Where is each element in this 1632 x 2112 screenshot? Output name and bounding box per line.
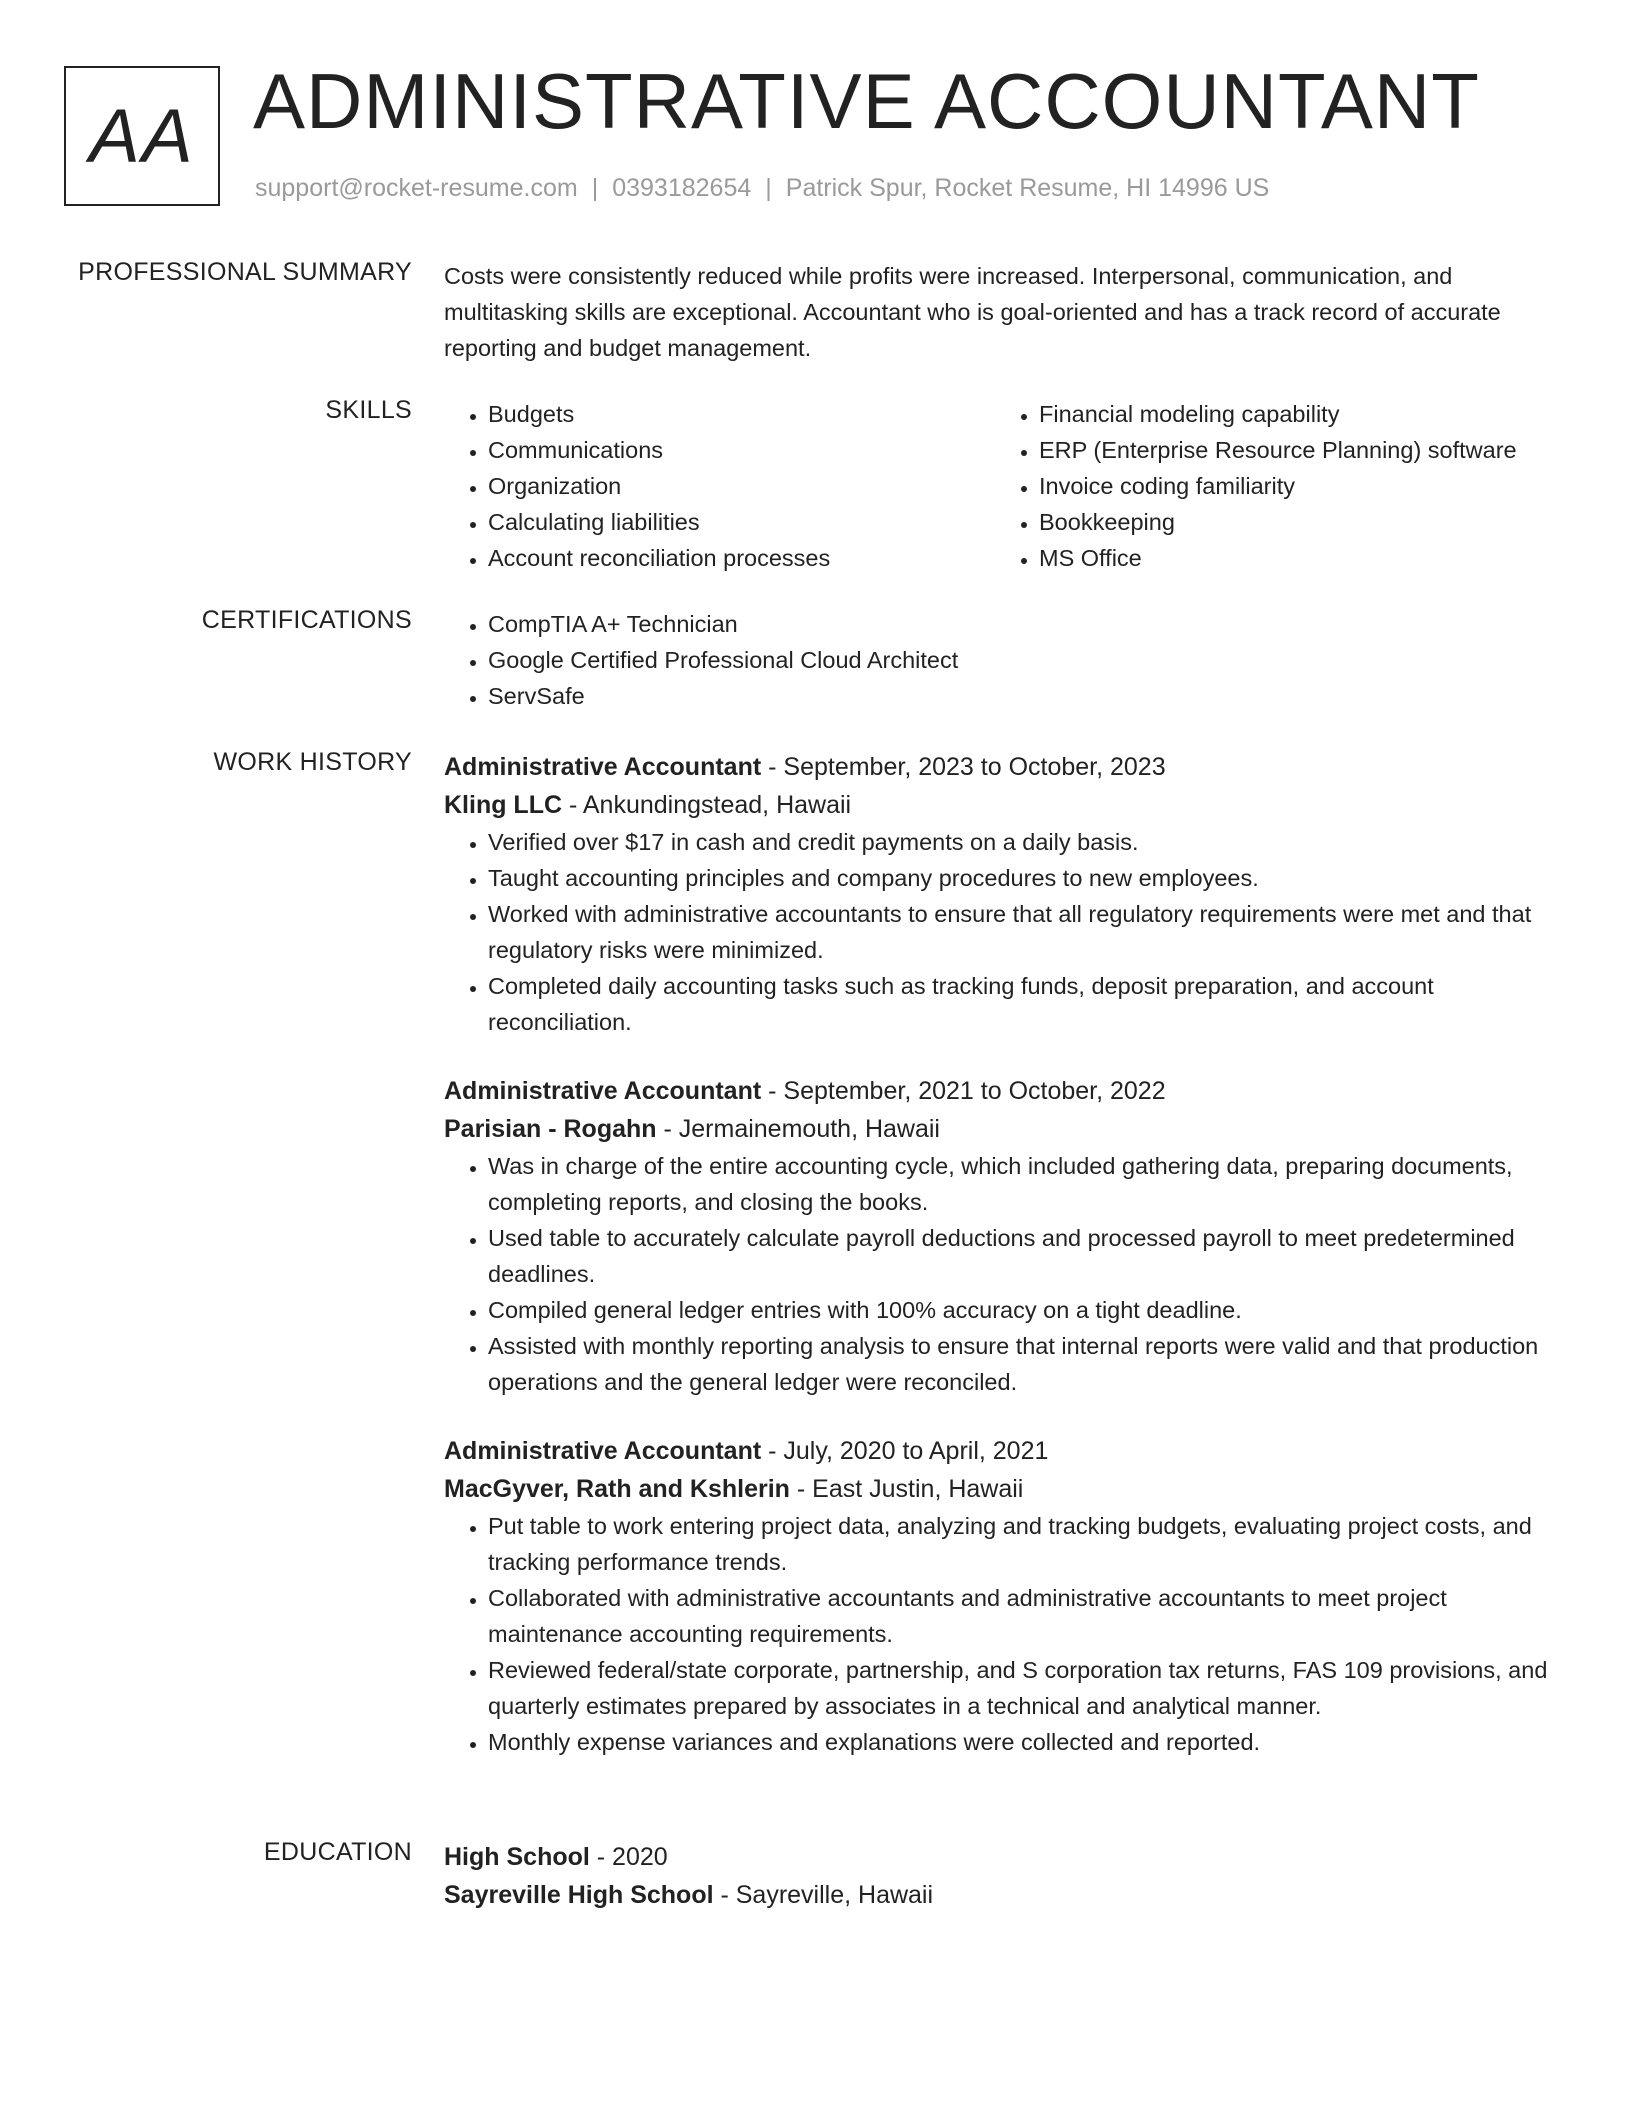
job-entry xyxy=(444,1072,1559,1400)
skill-item: • Budgets xyxy=(488,396,995,432)
skill-item: • Account reconciliation processes xyxy=(488,540,995,576)
job-company: MacGyver, Rath and Kshlerin xyxy=(444,1475,790,1503)
job-location: - Jermainemouth, Hawaii xyxy=(656,1115,940,1143)
section-label-education: EDUCATION xyxy=(263,1838,412,1866)
summary-text: Costs were consistently reduced while profits were increased. Interpersonal, communication, and multitasking skills are exceptional. Accountant who is goal-oriented and has a track record of accurate reporting and budget management. xyxy=(444,263,1501,361)
job-bullet: • Monthly expense variances and explanations were collected and reported. xyxy=(488,1724,1559,1760)
job-bullet: • Assisted with monthly reporting analysis to ensure that internal reports were valid and that production operations and the general ledger were reconciled. xyxy=(488,1328,1559,1400)
skill-item: • ERP (Enterprise Resource Planning) software xyxy=(1039,432,1559,468)
contact-separator: | xyxy=(765,174,772,202)
job-location: - Ankundingstead, Hawaii xyxy=(562,791,852,819)
certifications-list xyxy=(444,606,1559,714)
job-bullet: • Verified over $17 in cash and credit payments on a daily basis. xyxy=(488,824,1559,860)
job-bullet: • Completed daily accounting tasks such as tracking funds, deposit preparation, and account reconciliation. xyxy=(488,968,1559,1040)
skills-column-2 xyxy=(995,396,1559,576)
skill-item: • Calculating liabilities xyxy=(488,504,995,540)
monogram-initials: AA xyxy=(89,93,195,179)
skill-item: • MS Office xyxy=(1039,540,1559,576)
job-title: Administrative Accountant xyxy=(444,1077,762,1105)
contact-separator: | xyxy=(591,174,599,202)
job-heading xyxy=(444,748,1559,786)
section-label-certifications: CERTIFICATIONS xyxy=(201,606,412,634)
contact-address: Patrick Spur, Rocket Resume, HI 14996 US xyxy=(785,174,1270,202)
skill-item: • Invoice coding familiarity xyxy=(1039,468,1559,504)
resume-name: ADMINISTRATIVE ACCOUNTANT xyxy=(253,57,1480,145)
job-title: Administrative Accountant xyxy=(444,753,762,781)
section-label-summary: PROFESSIONAL SUMMARY xyxy=(78,258,412,286)
education-location: - Sayreville, Hawaii xyxy=(713,1881,934,1909)
job-bullet: • Was in charge of the entire accounting cycle, which included gathering data, preparing documents, completing reports, and closing the books. xyxy=(488,1148,1559,1220)
education-body xyxy=(444,1838,1559,1914)
education-year: - 2020 xyxy=(589,1843,668,1871)
education-heading xyxy=(444,1838,1559,1876)
certification-item: • ServSafe xyxy=(488,678,1559,714)
job-bullet: • Put table to work entering project data, analyzing and tracking budgets, evaluating project costs, and tracking performance trends. xyxy=(488,1508,1559,1580)
job-bullet: • Worked with administrative accountants to ensure that all regulatory requirements were met and that regulatory risks were minimized. xyxy=(488,896,1559,968)
job-entry xyxy=(444,1432,1559,1760)
job-heading xyxy=(444,1072,1559,1110)
contact-email[interactable]: support@rocket-resume.com xyxy=(255,174,578,202)
skill-item: • Organization xyxy=(488,468,995,504)
certification-item: • CompTIA A+ Technician xyxy=(488,606,1559,642)
job-heading xyxy=(444,1432,1559,1470)
job-company-line xyxy=(444,786,1559,824)
job-dates: - September, 2023 to October, 2023 xyxy=(761,753,1166,781)
job-bullets xyxy=(444,824,1559,1040)
work-history-body xyxy=(444,748,1559,1792)
job-bullet: • Compiled general ledger entries with 100% accuracy on a tight deadline. xyxy=(488,1292,1559,1328)
certification-item: • Google Certified Professional Cloud Architect xyxy=(488,642,1559,678)
skills-body xyxy=(444,396,1559,576)
contact-phone[interactable]: 0393182654 xyxy=(612,174,752,202)
job-bullet: • Collaborated with administrative accountants and administrative accountants to meet project maintenance accounting requirements. xyxy=(488,1580,1559,1652)
job-company-line xyxy=(444,1470,1559,1508)
job-location: - East Justin, Hawaii xyxy=(789,1475,1024,1503)
job-bullet: • Used table to accurately calculate payroll deductions and processed payroll to meet predetermined deadlines. xyxy=(488,1220,1559,1292)
job-entry xyxy=(444,748,1559,1040)
job-company: Parisian - Rogahn xyxy=(444,1115,657,1143)
education-school: Sayreville High School xyxy=(444,1881,714,1909)
certifications-body xyxy=(444,606,1559,714)
job-dates: - July, 2020 to April, 2021 xyxy=(761,1437,1049,1465)
job-title: Administrative Accountant xyxy=(444,1437,762,1465)
skill-item: • Bookkeeping xyxy=(1039,504,1559,540)
job-bullet: • Taught accounting principles and company procedures to new employees. xyxy=(488,860,1559,896)
job-company-line xyxy=(444,1110,1559,1148)
education-degree: High School xyxy=(444,1843,590,1871)
job-bullets xyxy=(444,1508,1559,1760)
job-company: Kling LLC xyxy=(444,791,563,819)
skill-item: • Financial modeling capability xyxy=(1039,396,1559,432)
section-label-work-history: WORK HISTORY xyxy=(213,748,412,776)
job-bullets xyxy=(444,1148,1559,1400)
job-bullet: • Reviewed federal/state corporate, partnership, and S corporation tax returns, FAS 109 provisions, and quarterly estimates prepared by associates in a technical and analytical manner. xyxy=(488,1652,1559,1724)
skill-item: • Communications xyxy=(488,432,995,468)
section-label-skills: SKILLS xyxy=(325,396,412,424)
monogram-box xyxy=(64,66,220,206)
contact-line xyxy=(255,174,1269,203)
summary-body xyxy=(444,258,1559,366)
job-dates: - September, 2021 to October, 2022 xyxy=(761,1077,1166,1105)
education-school-line xyxy=(444,1876,1559,1914)
skills-column-1 xyxy=(444,396,995,576)
